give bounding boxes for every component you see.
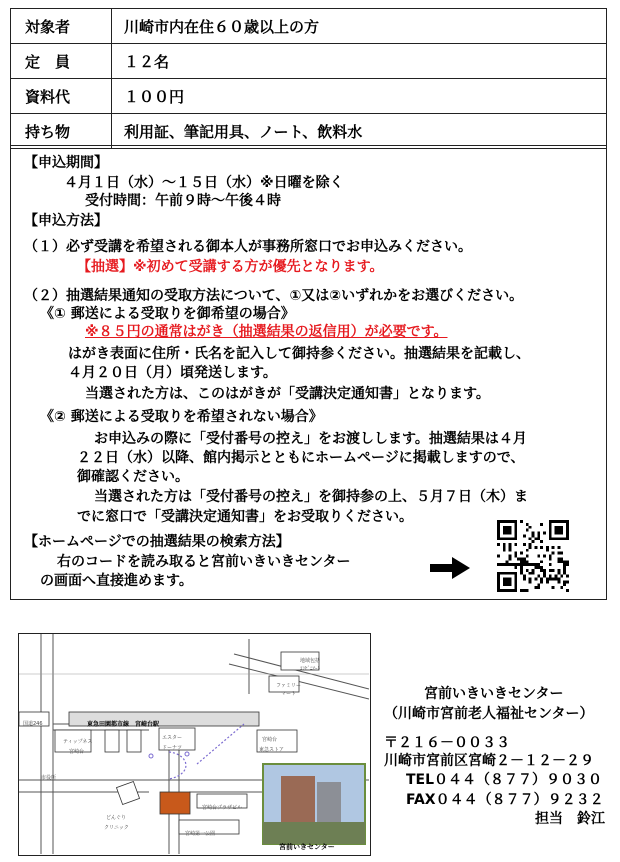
- text-line: の画面へ直接進めます。: [40, 573, 193, 589]
- qr-code-image[interactable]: [497, 520, 569, 592]
- map-label: クリニック: [104, 825, 129, 831]
- map-label: どんぐり: [106, 815, 127, 821]
- map-label: 国道246: [23, 721, 43, 727]
- text-line: お申込みの際に「受付番号の控え」をお渡しします。抽選結果は４月: [94, 431, 527, 447]
- text-line: （１）必ず受講を希望される御本人が事務所窓口でお申込みください。: [24, 239, 472, 255]
- map-label: エスター: [162, 735, 183, 741]
- text-line: ２２日（水）以降、館内掲示とともにホームページに掲載しますので、: [77, 450, 525, 466]
- text-line: 当選された方は、このはがきが「受講決定通知書」となります。: [85, 386, 490, 402]
- text-line: 【申込方法】: [24, 213, 108, 229]
- table-row: [11, 79, 607, 114]
- table-row: [11, 114, 607, 149]
- label-fee: 資料代: [11, 79, 112, 114]
- map-label: 東急ストア: [259, 747, 284, 753]
- map-label: 宮崎台: [262, 737, 278, 743]
- table-row: [11, 44, 607, 79]
- map-label: ファミリー: [276, 683, 301, 689]
- address-line: 宮前いきいきセンター: [424, 686, 564, 702]
- arrow-right-icon: [430, 557, 470, 583]
- address-line: 〒２１６－００３３: [384, 735, 510, 751]
- text-line: （２）抽選結果通知の受取方法について、①又は②いずれかをお選びください。: [24, 288, 524, 304]
- text-line: 《② 郵送による受取りを希望されない場合》: [40, 409, 323, 425]
- map-label: 東急田園都市線 宮崎台駅: [87, 721, 160, 728]
- access-map: [18, 633, 371, 856]
- map-label: ドーナツ: [162, 745, 182, 751]
- map-label: 宮崎台プラザビル: [202, 805, 243, 811]
- text-line: 御確認ください。: [77, 469, 189, 485]
- info-table: [10, 8, 607, 149]
- address-line: 川崎市宮前区宮崎２－１２－２９: [384, 753, 594, 769]
- map-label: 地域包括: [300, 658, 321, 664]
- label-target: 対象者: [11, 9, 112, 44]
- label-belongings: 持ち物: [11, 114, 112, 149]
- text-line: はがき表面に住所・氏名を記入して御持参ください。抽選結果を記載し、: [68, 346, 530, 362]
- map-label: ｺﾝﾋﾞﾆﾏｰﾄ: [300, 666, 321, 672]
- map-label: マート: [281, 691, 297, 697]
- text-line: 当選された方は「受付番号の控え」を御持参の上、５月７日（木）ま: [94, 489, 528, 505]
- text-line: 右のコードを読み取ると宮前いきいきセンター: [57, 554, 351, 570]
- text-line: ４月１日（水）～１５日（水）※日曜を除く: [64, 175, 344, 191]
- text-line: でに窓口で「受講決定通知書」をお受取りください。: [77, 509, 413, 525]
- address-line: TEL０４４（８７７）９０３０: [406, 772, 603, 788]
- map-label: ティップネス: [63, 739, 93, 745]
- value-fee: １００円: [112, 79, 607, 114]
- text-line: 【ホームページでの抽選結果の検索方法】: [24, 534, 290, 550]
- address-line: （川崎市宮前老人福祉センター）: [384, 706, 594, 722]
- text-line: 【抽選】※初めて受講する方が優先となります。: [77, 259, 384, 275]
- text-line: 受付時間：午前９時～午後４時: [85, 193, 281, 209]
- table-row: [11, 9, 607, 44]
- label-capacity: 定 員: [11, 44, 112, 79]
- map-label: 宮崎第一公園: [185, 831, 216, 837]
- text-line: 【申込期間】: [24, 155, 108, 171]
- address-line: 担当 鈴江: [535, 811, 605, 827]
- value-capacity: １２名: [112, 44, 607, 79]
- map-label: 宮崎台: [69, 749, 85, 755]
- address-line: FAX０４４（８７７）９２３２: [406, 792, 604, 808]
- text-line: ４月２０日（月）頃発送します。: [68, 365, 277, 381]
- value-belongings: 利用証、筆記用具、ノート、飲料水: [112, 114, 607, 149]
- text-line: 《① 郵送による受取りを御希望の場合》: [40, 306, 295, 322]
- text-line: ※８５円の通常はがき（抽選結果の返信用）が必要です。: [85, 324, 448, 340]
- map-label: 宮前いきセンター: [279, 843, 335, 851]
- value-target: 川崎市内在住６０歳以上の方: [112, 9, 607, 44]
- map-label: 市役所: [41, 775, 57, 781]
